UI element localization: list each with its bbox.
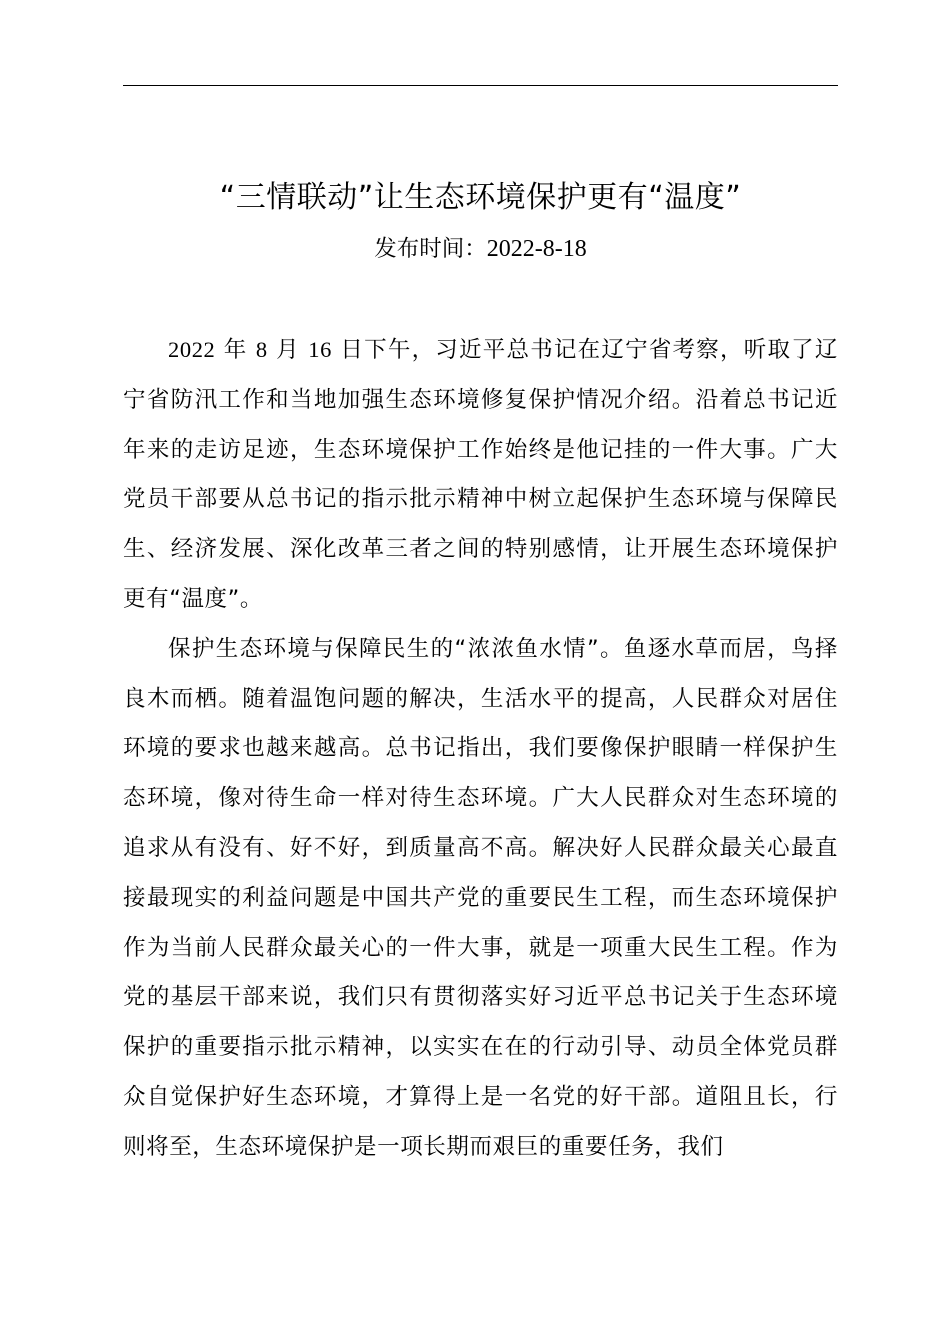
article-body [123, 325, 838, 1173]
paragraph-1 [123, 325, 838, 625]
paragraph-1-text: 日下午，习近平总书记在辽宁省考察，听取了辽宁省防汛工作和当地加强生态环境修复保护情况介绍。沿着总书记近年来的走访足迹，生态环境保护工作始终是他记挂的一件大事。广大党员干部要从总书记的指示批示精神中树立起保护生态环境与保障民生、经济发展、深化改革三者之间的特别感情，让开展生态环境保护更有“温度”。 [123, 337, 838, 612]
paragraph-1-day: 16 [308, 337, 332, 362]
paragraph-1-month: 8 [255, 337, 268, 362]
paragraph-1-month-unit: 月 [276, 337, 300, 363]
paragraph-1-year-unit: 年 [223, 337, 248, 363]
publish-date-label: 发布时间： [374, 236, 487, 262]
article-title: “三情联动”让生态环境保护更有“温度” [219, 180, 742, 215]
paragraph-1-year: 2022 [168, 337, 216, 362]
publish-date [123, 232, 838, 266]
header-rule [123, 85, 838, 86]
paragraph-2: 保护生态环境与保障民生的“浓浓鱼水情”。鱼逐水草而居，鸟择良木而栖。随着温饱问题的解决，生活水平的提高，人民群众对居住环境的要求也越来越高。总书记指出，我们要像保护眼睛一样保护生态环境，像对待生命一样对待生态环境。广大人民群众对生态环境的追求从有没有、好不好，到质量高不高。解决好人民群众最关心最直接最现实的利益问题是中国共产党的重要民生工程，而生态环境保护作为当前人民群众最关心的一件大事，就是一项重大民生工程。作为党的基层干部来说，我们只有贯彻落实好习近平总书记关于生态环境保护的重要指示批示精神，以实实在在的行动引导、动员全体党员群众自觉保护好生态环境，才算得上是一名党的好干部。道阻且长，行则将至，生态环境保护是一项长期而艰巨的重要任务，我们 [123, 635, 838, 1160]
publish-date-value: 2022-8-18 [486, 236, 587, 262]
